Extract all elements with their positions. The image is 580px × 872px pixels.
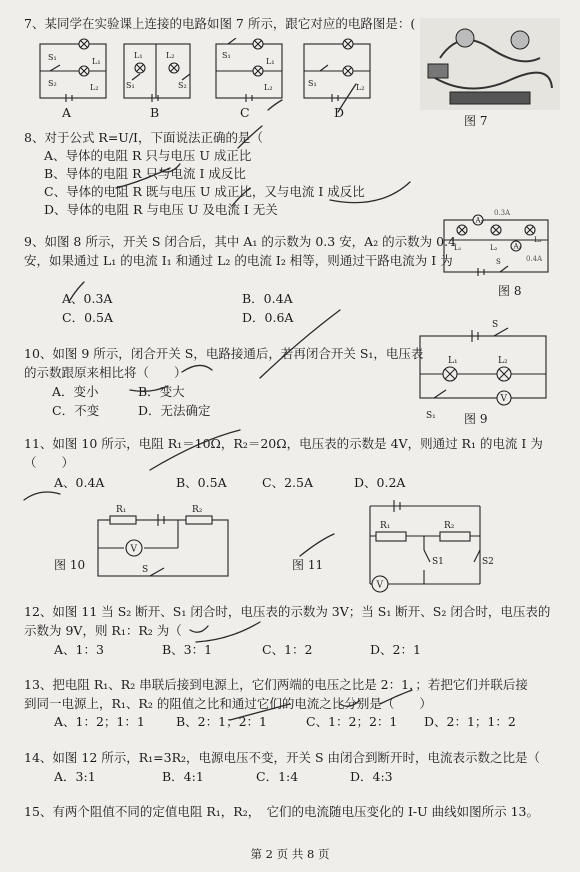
question-13-option-a: A、1：2；1：1 — [54, 714, 145, 729]
question-11-option-c: C、2.5A — [262, 475, 313, 490]
question-9-line-2: 安，如果通过 L₁ 的电流 I₁ 和通过 L₂ 的电流 I₂ 相等，则通过干路电流为 I 为 — [24, 253, 453, 268]
svg-text:R₂: R₂ — [192, 505, 203, 515]
svg-text:R₁: R₁ — [116, 505, 127, 515]
svg-text:R₂: R₂ — [444, 521, 455, 531]
svg-text:S₁: S₁ — [222, 51, 231, 60]
svg-text:S1: S1 — [432, 557, 444, 567]
svg-text:L₁: L₁ — [448, 356, 458, 366]
figure-7-option-label: A — [62, 105, 72, 120]
question-10-line-2: 的示数跟原来相比将（ ） — [24, 365, 187, 380]
question-8-option-a: A、导体的电阻 R 只与电压 U 成正比 — [44, 148, 252, 163]
figure-8-label: 图 8 — [498, 284, 522, 298]
svg-text:V: V — [500, 394, 507, 404]
figure-7-option-label: C — [240, 105, 250, 120]
svg-text:A₂: A₂ — [513, 242, 522, 251]
question-11-option-d: D、0.2A — [354, 475, 406, 490]
question-8-option-b: B、导体的电阻 R 只与电流 I 成反比 — [44, 166, 246, 181]
svg-text:S: S — [496, 258, 501, 266]
question-8-text: 8、对于公式 R=U/I，下面说法正确的是（ — [24, 130, 263, 145]
svg-text:L₂: L₂ — [90, 83, 99, 92]
question-7-text: 7、某同学在实验课上连接的电路如图 7 所示，跟它对应的电路图是：( — [24, 16, 416, 31]
figure-10-label: 图 10 — [54, 558, 86, 572]
question-13-line-2: 到同一电源上，R₁、R₂ 的阻值之比和通过它们的电流之比分别是（ ） — [24, 696, 432, 711]
question-10-option-b: B．变大 — [138, 384, 185, 399]
svg-text:L₂: L₂ — [498, 356, 508, 366]
svg-text:0.4A: 0.4A — [526, 255, 543, 263]
question-14-option-a: A．3:1 — [54, 769, 96, 784]
question-9-option-a: A、0.3A — [62, 291, 113, 306]
question-9-line-1: 9、如图 8 所示，开关 S 闭合后，其中 A₁ 的示数为 0.3 安，A₂ 的示数为 0.4 — [24, 234, 457, 249]
svg-text:S₁: S₁ — [426, 411, 436, 421]
question-11-line-1: 11、如图 10 所示，电阻 R₁＝10Ω，R₂＝20Ω，电压表的示数是 4V，则通过 R₁ 的电流 I 为 — [24, 436, 543, 451]
question-12-option-b: B、3：1 — [162, 642, 213, 657]
question-10-line-1: 10、如图 9 所示，闭合开关 S，电路接通后，若再闭合开关 S₁，电压表 — [24, 346, 424, 361]
svg-text:S₂: S₂ — [48, 79, 57, 88]
question-12-option-d: D、2：1 — [370, 642, 421, 657]
svg-text:V: V — [376, 580, 383, 591]
question-11-option-b: B、0.5A — [176, 475, 227, 490]
page-number-footer: 第 2 页 共 8 页 — [250, 847, 330, 861]
figure-7-circuits — [36, 38, 376, 108]
svg-text:L₁: L₁ — [92, 57, 101, 66]
figure-11-circuit — [350, 490, 500, 594]
question-14-option-c: C．1:4 — [256, 769, 299, 784]
question-14-text: 14、如图 12 所示，R₁=3R₂，电源电压不变，开关 S 由闭合到断开时，电流表示数之比是（ — [24, 750, 541, 765]
figure-10-circuit — [94, 502, 234, 584]
svg-text:S₂: S₂ — [178, 81, 187, 90]
question-9-option-b: B．0.4A — [242, 291, 293, 306]
svg-text:L₂: L₂ — [166, 51, 175, 60]
figure-7-photo — [420, 18, 560, 110]
question-8-option-c: C、导体的电阻 R 既与电压 U 成正比，又与电流 I 成反比 — [44, 184, 365, 199]
question-12-option-c: C、1：2 — [262, 642, 313, 657]
svg-text:0.3A: 0.3A — [494, 209, 511, 217]
question-13-line-1: 13、把电阻 R₁、R₂ 串联后接到电源上，它们两端的电压之比是 2：1，；若把它们并联后接 — [24, 677, 528, 692]
svg-text:A₁: A₁ — [475, 216, 484, 225]
svg-text:S₁: S₁ — [308, 79, 317, 88]
question-11-option-a: A、0.4A — [54, 475, 105, 490]
question-11-line-2: （ ） — [24, 455, 75, 470]
svg-text:V: V — [130, 544, 137, 555]
question-9-option-c: C．0.5A — [62, 310, 113, 325]
svg-text:L₁: L₁ — [134, 51, 143, 60]
svg-text:L₁: L₁ — [454, 244, 462, 252]
figure-7-option-label: B — [150, 105, 160, 120]
figure-8-circuit — [440, 206, 552, 278]
figure-9-label: 图 9 — [464, 412, 488, 426]
svg-text:R₁: R₁ — [380, 521, 391, 531]
question-12-line-2: 示数为 9V，则 R₁：R₂ 为（ — [24, 623, 182, 638]
svg-text:S₁: S₁ — [126, 81, 135, 90]
figure-7-option-label: D — [334, 105, 345, 120]
question-13-option-d: D、2：1；1：2 — [424, 714, 516, 729]
question-14-option-b: B．4:1 — [162, 769, 204, 784]
question-8-option-d: D、导体的电阻 R 与电压 U 及电流 I 无关 — [44, 202, 278, 217]
question-10-option-d: D．无法确定 — [138, 403, 211, 418]
svg-text:L₁: L₁ — [266, 57, 275, 66]
svg-text:S: S — [142, 565, 149, 575]
svg-text:S₁: S₁ — [48, 53, 57, 62]
figure-7-label: 图 7 — [464, 114, 488, 128]
figure-11-label: 图 11 — [292, 558, 324, 572]
question-12-option-a: A、1：3 — [54, 642, 104, 657]
question-10-option-a: A．变小 — [52, 384, 99, 399]
svg-text:S: S — [492, 320, 499, 330]
question-13-option-b: B、2：1；2：1 — [176, 714, 267, 729]
question-15-text: 15、有两个阻值不同的定值电阻 R₁，R₂， 它们的电流随电压变化的 I-U 曲线如图所示 13。 — [24, 804, 539, 819]
svg-text:L₂: L₂ — [490, 244, 498, 252]
question-10-option-c: C．不变 — [52, 403, 100, 418]
svg-text:L₂: L₂ — [264, 83, 273, 92]
svg-text:S2: S2 — [482, 557, 494, 567]
question-12-line-1: 12、如图 11 当 S₂ 断开、S₁ 闭合时，电压表的示数为 3V；当 S₁ 断开、S₂ 闭合时，电压表的 — [24, 604, 551, 619]
svg-text:L₂: L₂ — [356, 83, 365, 92]
question-13-option-c: C、1：2；2：1 — [306, 714, 398, 729]
question-14-option-d: D．4:3 — [350, 769, 393, 784]
question-9-option-d: D．0.6A — [242, 310, 294, 325]
svg-text:L₃: L₃ — [534, 236, 542, 244]
